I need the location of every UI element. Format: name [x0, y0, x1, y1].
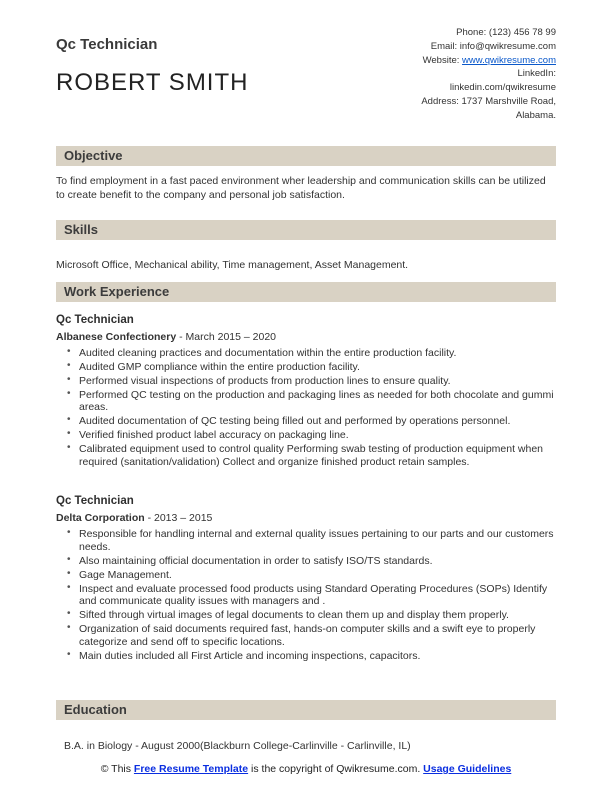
- job-bullet: • Performed visual inspections of products from production lines to ensure quality.: [66, 375, 556, 388]
- free-resume-template-link[interactable]: Free Resume Template: [133, 763, 249, 776]
- job-dates: - 2013 – 2015: [144, 512, 213, 525]
- header: [56, 26, 556, 122]
- contact-block: [386, 26, 556, 122]
- job-bullet: • Inspect and evaluate processed food products using Standard Operating Procedures (SOPs) Identify and communicate quality issues with managers and .: [66, 583, 556, 609]
- job-bullet: • Main duties included all First Article and incoming inspections, capacitors.: [66, 650, 556, 663]
- footer-prefix: © This: [100, 763, 134, 776]
- usage-guidelines-link[interactable]: Usage Guidelines: [423, 763, 512, 776]
- job-bullet: • Verified finished product label accuracy on packaging line.: [66, 429, 556, 442]
- job-bullet: • Calibrated equipment used to control quality Performing swab testing of production equipment when required (sanitation/validation) Collect and organize finished product retain samples.: [66, 443, 556, 469]
- section-header-objective: Objective: [56, 146, 556, 166]
- skills-text: Microsoft Office, Mechanical ability, Time management, Asset Management.: [56, 258, 409, 271]
- page-footer: [0, 762, 612, 778]
- footer-middle: is the copyright of Qwikresume.com.: [248, 763, 424, 776]
- job-bullet: • Responsible for handling internal and external quality issues pertaining to our parts and our customers needs.: [66, 528, 556, 554]
- education-text: B.A. in Biology - August 2000(Blackburn College-Carlinville - Carlinville, IL): [64, 740, 411, 753]
- job-bullet: • Audited GMP compliance within the entire production facility.: [66, 361, 556, 374]
- job-role: Qc Technician: [56, 495, 134, 508]
- job-entry: [56, 314, 556, 468]
- section-header-education: Education: [56, 700, 556, 720]
- contact-website: [386, 54, 556, 68]
- website-label: Website:: [422, 54, 463, 66]
- job-bullet: • Gage Management.: [66, 569, 556, 582]
- candidate-name: ROBERT SMITH: [56, 69, 249, 96]
- job-bullet-list: [66, 528, 556, 662]
- job-company-line: [56, 331, 556, 343]
- job-entry: [56, 495, 556, 662]
- job-title: Qc Technician: [56, 36, 158, 53]
- job-bullet-list: [66, 347, 556, 468]
- contact-phone: Phone: (123) 456 78 99: [456, 27, 556, 38]
- job-bullet: • Sifted through virtual images of legal documents to clean them up and display them properly.: [66, 609, 556, 622]
- contact-address-line2: Alabama.: [515, 109, 556, 121]
- job-bullet: • Also maintaining official documentation in order to satisfy ISO/TS standards.: [66, 555, 556, 568]
- contact-email: Email: info@qwikresume.com: [430, 40, 556, 52]
- contact-linkedin-value: linkedin.com/qwikresume: [449, 82, 556, 94]
- job-dates: - March 2015 – 2020: [176, 331, 277, 344]
- section-header-skills: Skills: [56, 220, 556, 240]
- header-left: [56, 26, 248, 122]
- contact-address-line1: Address: 1737 Marshville Road,: [421, 95, 556, 107]
- company-name: Delta Corporation: [56, 512, 145, 525]
- job-bullet: • Audited cleaning practices and documentation within the entire production facility.: [66, 347, 556, 360]
- job-bullet: • Performed QC testing on the production and packaging lines as needed for both chocolate and gummi areas.: [66, 389, 556, 415]
- job-bullet: • Organization of said documents required fast, hands-on computer skills and a swift eye to properly categorize and send off to specific locations.: [66, 623, 556, 649]
- company-name: Albanese Confectionery: [56, 331, 177, 344]
- job-company-line: [56, 512, 556, 524]
- section-header-work-experience: Work Experience: [56, 282, 556, 302]
- contact-linkedin-label: LinkedIn:: [517, 68, 556, 80]
- objective-text: To find employment in a fast paced environment wher leadership and communication skills can be utilized to create benefit to the company and personal job satisfaction.: [56, 175, 546, 201]
- job-bullet: • Audited documentation of QC testing being filled out and performed by operations personnel.: [66, 415, 556, 428]
- footer-text: [101, 762, 512, 778]
- job-role: Qc Technician: [56, 314, 134, 327]
- website-link[interactable]: www.qwikresume.com: [462, 54, 556, 66]
